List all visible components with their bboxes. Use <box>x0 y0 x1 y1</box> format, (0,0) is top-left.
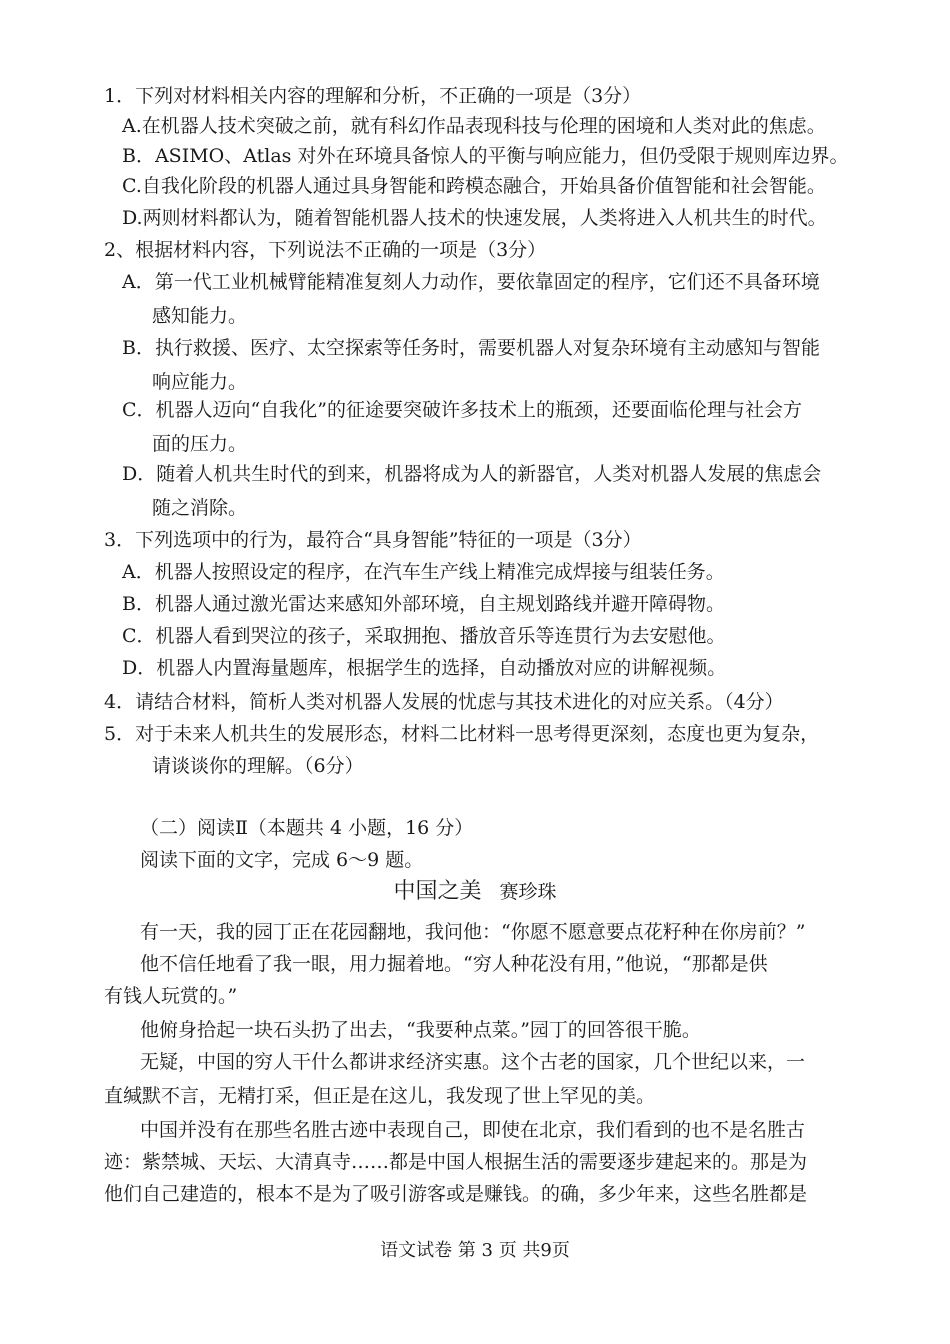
question-2-option-d: D．随着人机共生时代的到来，机器将成为人的新器官，人类对机器人发展的焦虑会 <box>122 463 822 485</box>
question-3-option-d: D．机器人内置海量题库，根据学生的选择，自动播放对应的讲解视频。 <box>122 657 727 679</box>
question-3-option-b: B．机器人通过激光雷达来感知外部环境，自主规划路线并避开障碍物。 <box>122 593 725 615</box>
article-line-3: 有钱人玩赏的。” <box>104 985 238 1007</box>
question-2-option-c: C．机器人迈向“自我化”的征途要突破许多技术上的瓶颈，还要面临伦理与社会方 <box>122 399 802 421</box>
article-title-line <box>0 876 950 908</box>
question-2-stem: 2、根据材料内容，下列说法不正确的一项是（3分） <box>104 239 547 261</box>
question-2-option-d-cont: 随之消除。 <box>152 497 248 519</box>
page-footer: 语文试卷 第 3 页 共9页 <box>380 1240 570 1261</box>
question-2-option-a-cont: 感知能力。 <box>152 305 248 327</box>
question-5: 5．对于未来人机共生的发展形态，材料二比材料一思考得更深刻，态度也更为复杂， <box>104 723 820 745</box>
article-line-9: 他们自己建造的，根本不是为了吸引游客或是赚钱。的确，多少年来，这些名胜都是 <box>104 1183 808 1205</box>
question-1-option-b: B．ASIMO、Atlas 对外在环境具备惊人的平衡与响应能力，但仍受限于规则库边界。 <box>122 145 849 167</box>
article-line-5: 无疑，中国的穷人干什么都讲求经济实惠。这个古老的国家，几个世纪以来，一 <box>140 1051 806 1073</box>
question-1-option-d: D.两则材料都认为，随着智能机器人技术的快速发展，人类将进入人机共生的时代。 <box>122 207 827 229</box>
question-5-cont: 请谈谈你的理解。（6分） <box>152 755 364 777</box>
question-3-option-a: A．机器人按照设定的程序，在汽车生产线上精准完成焊接与组装任务。 <box>122 561 725 583</box>
section-instruction: 阅读下面的文字，完成 6～9 题。 <box>140 849 424 871</box>
article-line-7: 中国并没有在那些名胜古迹中表现自己，即使在北京，我们看到的也不是名胜古 <box>140 1119 806 1141</box>
article-line-2: 他不信任地看了我一眼，用力掘着地。“穷人种花没有用，”他说，“那都是供 <box>140 953 768 975</box>
section-heading: （二）阅读Ⅱ（本题共 4 小题，16 分） <box>140 817 474 839</box>
question-2-option-a: A．第一代工业机械臂能精准复刻人力动作，要依靠固定的程序，它们还不具备环境 <box>122 271 820 293</box>
question-1-option-c: C.自我化阶段的机器人通过具身智能和跨模态融合，开始具备价值智能和社会智能。 <box>122 175 826 197</box>
question-2-option-b-cont: 响应能力。 <box>152 371 248 393</box>
question-2-option-b: B．执行救援、医疗、太空探索等任务时，需要机器人对复杂环境有主动感知与智能 <box>122 337 820 359</box>
question-3-stem: 3．下列选项中的行为，最符合“具身智能”特征的一项是（3分） <box>104 529 642 551</box>
question-3-option-c: C．机器人看到哭泣的孩子，采取拥抱、播放音乐等连贯行为去安慰他。 <box>122 625 726 647</box>
article-line-4: 他俯身拾起一块石头扔了出去，“我要种点菜。”园丁的回答很干脆。 <box>140 1019 701 1041</box>
question-1-stem: 1．下列对材料相关内容的理解和分析，不正确的一项是（3分） <box>104 85 642 107</box>
article-line-1: 有一天，我的园丁正在花园翻地，我问他：“你愿不愿意要点花籽种在你房前？” <box>140 921 806 943</box>
article-line-8: 迹：紫禁城、天坛、大清真寺……都是中国人根据生活的需要逐步建起来的。那是为 <box>104 1151 808 1173</box>
article-title: 中国之美 <box>393 879 482 904</box>
question-2-option-c-cont: 面的压力。 <box>152 433 248 455</box>
question-4: 4．请结合材料，简析人类对机器人发展的忧虑与其技术进化的对应关系。（4分） <box>104 691 784 713</box>
article-author: 赛珍珠 <box>499 881 557 903</box>
question-1-option-a: A.在机器人技术突破之前，就有科幻作品表现科技与伦理的困境和人类对此的焦虑。 <box>122 115 826 137</box>
article-line-6: 直缄默不言，无精打采，但正是在这儿，我发现了世上罕见的美。 <box>104 1085 656 1107</box>
